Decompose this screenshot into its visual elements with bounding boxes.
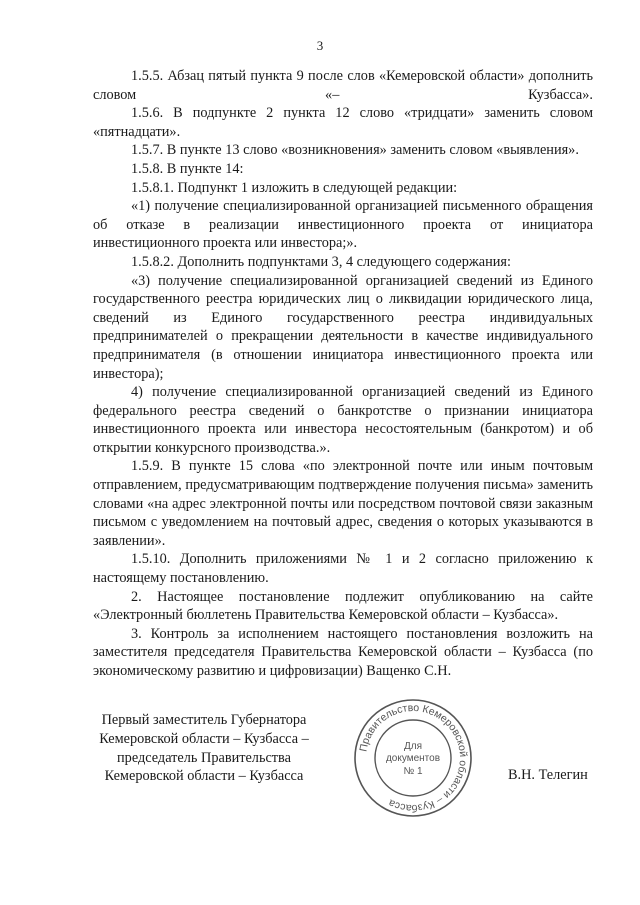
paragraph-1-5-5: 1.5.5. Абзац пятый пункта 9 после слов «Кемеровской области» дополнить словом «– Кузбасса». bbox=[93, 68, 593, 103]
signatory-title-line: председатель Правительства bbox=[117, 749, 291, 766]
stamp-ring-text: Правительство Кемеровской области – Кузбасса bbox=[357, 701, 470, 815]
signatory-title-line: Первый заместитель Губернатора bbox=[101, 712, 307, 728]
stamp-center-line: документов bbox=[385, 753, 441, 764]
paragraph-quoted-subitem-4: 4) получение специализированной организацией сведений из Единого федерального реестра сведений о банкротстве о признании инициатора инвестиционного проекта или инвестора несостоятельным (банкротом) и об открытии конкурсного производства.». bbox=[93, 384, 593, 456]
paragraph-1-5-9: 1.5.9. В пункте 15 слова «по электронной почте или иным почтовым отправлением, предусматривающим подтверждение получения письма» заменить словами «на адрес электронной почты или посредством почтовой связи заказным письмом с уведомлением на почтовый адрес, сведения о которых указываются в заявлении». bbox=[93, 458, 593, 549]
page-number: 3 bbox=[316, 38, 324, 53]
paragraph-1-5-8-2: 1.5.8.2. Дополнить подпунктами 3, 4 следующего содержания: bbox=[131, 253, 511, 270]
official-stamp bbox=[352, 697, 474, 819]
paragraph-2: 2. Настоящее постановление подлежит опубликованию на сайте «Электронный бюллетень Правительства Кемеровской области – Кузбасса». bbox=[93, 588, 593, 624]
signatory-title-line: Кемеровской области – Кузбасса – bbox=[99, 730, 309, 747]
stamp-seal-icon bbox=[352, 697, 474, 819]
paragraph-1-5-6: 1.5.6. В подпункте 2 пункта 12 слово «тридцати» заменить словом «пятнадцати». bbox=[93, 105, 593, 140]
paragraph-1-5-8: 1.5.8. В пункте 14: bbox=[131, 160, 244, 177]
paragraph-1-5-10: 1.5.10. Дополнить приложениями № 1 и 2 согласно приложению к настоящему постановлению. bbox=[93, 551, 593, 587]
paragraph-1-5-8-1: 1.5.8.1. Подпункт 1 изложить в следующей редакции: bbox=[131, 179, 458, 196]
signatory-name: В.Н. Телегин bbox=[508, 767, 588, 783]
paragraph-quoted-subitem-3: «3) получение специализированной организацией сведений из Единого государственного реестра юридических лиц о ликвидации юридического лица, сведений из Единого государственного реестра индивидуальных предпринимателей о прекращении деятельности в качестве индивидуального предпринимателя (в отношении инициатора инвестиционного проекта или инвестора); bbox=[93, 272, 593, 382]
paragraph-1-5-7: 1.5.7. В пункте 13 слово «возникновения» заменить словом «выявления». bbox=[131, 142, 579, 159]
paragraph-quoted-subitem-1: «1) получение специализированной организацией письменного обращения об отказе в реализации инвестиционного проекта от инициатора инвестиционного проекта или инвестора;». bbox=[93, 198, 593, 252]
stamp-center-line: № 1 bbox=[403, 766, 423, 777]
signatory-title-line: Кемеровской области – Кузбасса bbox=[104, 768, 304, 785]
paragraph-3: 3. Контроль за исполнением настоящего постановления возложить на заместителя председателя Правительства Кемеровской области – Кузбасса (по экономическому развитию и цифровизации) Ващенко С.Н. bbox=[93, 625, 593, 679]
stamp-center-line: Для bbox=[403, 741, 423, 752]
signatory-title bbox=[93, 711, 315, 786]
